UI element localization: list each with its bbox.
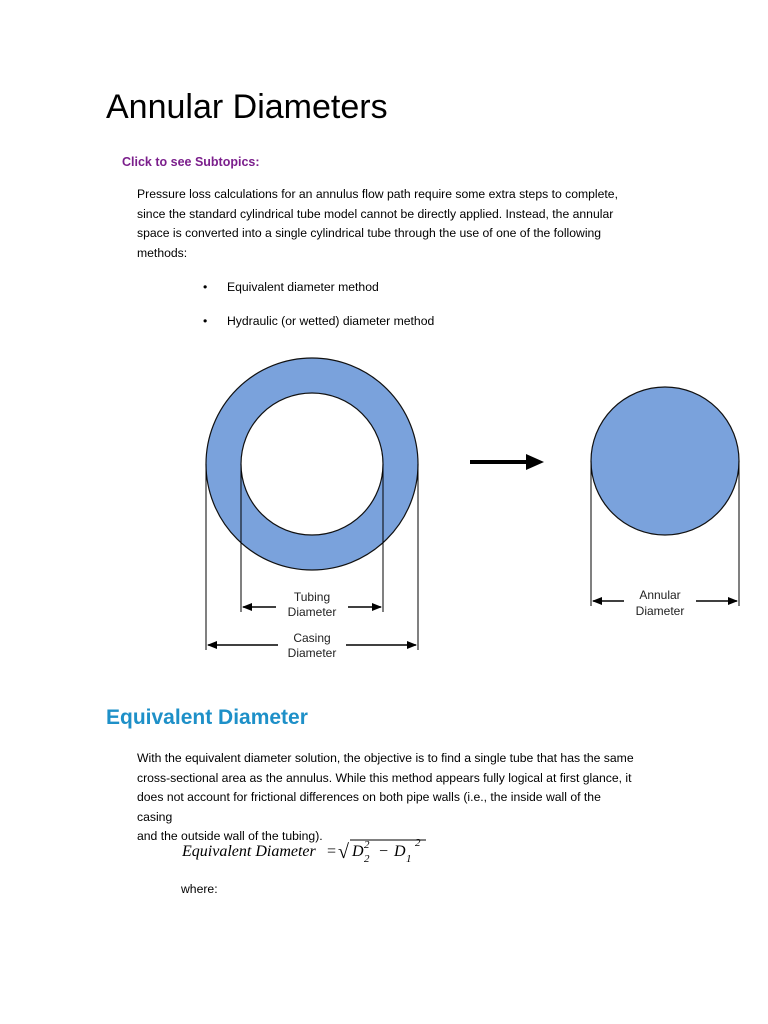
annular-label: Diameter <box>635 604 685 618</box>
formula-minus: − <box>378 843 389 860</box>
casing-label: Casing <box>293 631 331 645</box>
intro-line: methods: <box>137 245 188 260</box>
equivalent-line: With the equivalent diameter solution, the objective is to find a single tube that has the same <box>137 751 634 765</box>
equivalent-line: and the outside wall of the tubing). <box>137 829 323 844</box>
intro-paragraph <box>137 185 637 263</box>
where-label: where: <box>181 882 218 896</box>
intro-line: Pressure loss calculations for an annulus flow path require some extra steps to complete, <box>137 187 618 201</box>
methods-list <box>200 278 434 346</box>
formula-sqrt-sign: √ <box>338 841 349 863</box>
formula-d2-sub: 2 <box>364 853 370 865</box>
equivalent-line: does not account for frictional differences on both pipe walls (i.e., the inside wall of the casing <box>137 790 601 824</box>
intro-line: since the standard cylindrical tube model cannot be directly applied. Instead, the annular <box>137 206 614 221</box>
conversion-arrow-head <box>526 454 544 470</box>
page-title: Annular Diameters <box>106 88 388 126</box>
section-heading-equivalent-diameter: Equivalent Diameter <box>106 706 308 729</box>
equivalent-line: cross-sectional area as the annulus. While this method appears fully logical at first glance, it <box>137 770 632 785</box>
formula-d2-sup: 2 <box>364 839 370 851</box>
subtopics-link[interactable]: Click to see Subtopics: <box>122 155 260 169</box>
annulus-diagram <box>0 350 768 670</box>
equivalent-diameter-formula <box>182 832 442 872</box>
formula-d1-sub: 1 <box>406 853 412 865</box>
casing-label: Diameter <box>287 646 337 660</box>
formula-d1-sup: 2 <box>415 837 421 849</box>
list-item-label: Equivalent diameter method <box>227 280 379 294</box>
bullet-marker: • <box>203 280 208 294</box>
formula-equals: = <box>326 843 337 860</box>
formula-d2: D <box>352 843 364 860</box>
annular-label: Annular <box>639 588 681 602</box>
intro-line: space is converted into a single cylindrical tube through the use of one of the following <box>137 226 602 241</box>
equivalent-circle <box>591 387 739 535</box>
list-item-label: Hydraulic (or wetted) diameter method <box>227 314 435 328</box>
tubing-label: Diameter <box>287 605 337 619</box>
formula-d1: D <box>394 843 406 860</box>
list-item <box>200 278 434 312</box>
tubing-label: Tubing <box>293 590 331 604</box>
bullet-marker: • <box>203 314 208 328</box>
list-item <box>200 312 434 346</box>
formula-lhs: Equivalent Diameter <box>182 843 316 860</box>
tubing-circle <box>241 393 383 535</box>
